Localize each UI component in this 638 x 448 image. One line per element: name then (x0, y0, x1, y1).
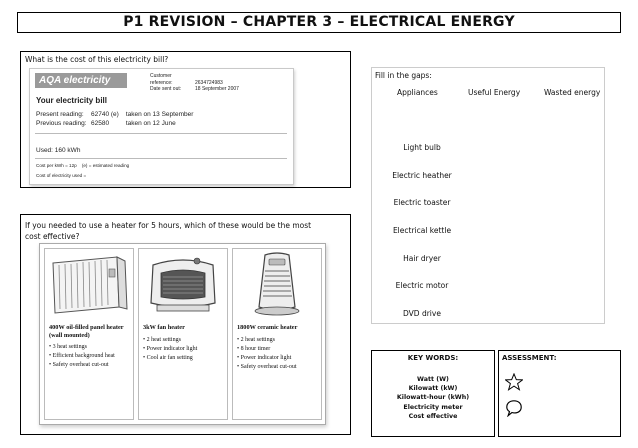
previous-reading-label: Previous reading: (36, 120, 87, 127)
bill-logo: AQA electricity (35, 73, 127, 88)
heater-feature: • Efficient background heat (49, 353, 115, 360)
cost-used: Cost of electricity used = (36, 173, 87, 178)
fill-gaps-box (371, 67, 605, 324)
heater-name: 1800W ceramic heater (237, 324, 298, 331)
heater-question-box (20, 214, 351, 435)
star-icon (505, 373, 523, 391)
heater-name: 3kW fan heater (143, 324, 185, 331)
header-wasted-energy: Wasted energy (544, 88, 601, 97)
estimated-note: (e) = estimated reading (81, 163, 130, 168)
heater-card-ceramic (232, 248, 322, 420)
key-word: Kilowatt-hour (kWh) (396, 394, 470, 402)
bill-divider (35, 158, 287, 159)
heater-feature: • 8 hour timer (237, 346, 270, 353)
appliance-item: Hair dryer (403, 254, 441, 263)
electricity-bill-image (29, 68, 294, 185)
page-title: P1 REVISION – CHAPTER 3 – ELECTRICAL ENERGY (17, 12, 621, 33)
heater-name: 400W oil-filled panel heater (wall mounted) (49, 324, 124, 339)
assessment-title: ASSESSMENT: (502, 354, 557, 362)
appliance-item: Electric heather (392, 171, 452, 180)
present-reading-date: taken on 13 September (125, 111, 194, 118)
previous-reading-value: 62580 (91, 120, 110, 127)
fan-heater-image (141, 251, 225, 319)
heater-feature: • 2 heat settings (143, 337, 181, 344)
appliance-item: Light bulb (403, 143, 441, 152)
date-sent-value: 18 September 2007 (195, 86, 239, 92)
speech-bubble-icon (505, 399, 523, 417)
heater-feature: • 2 heat settings (237, 337, 275, 344)
bill-question: What is the cost of this electricity bill? (25, 55, 169, 64)
appliance-item: Electric toaster (393, 198, 451, 207)
heater-card-fan (138, 248, 228, 420)
bill-meta (150, 73, 239, 93)
key-words-list (372, 375, 494, 421)
heater-feature: • 3 heat settings (49, 344, 87, 351)
heater-card-panel (44, 248, 134, 420)
heater-feature: • Power indicator light (143, 346, 197, 353)
key-word: Watt (W) (417, 376, 449, 383)
ceramic-heater-image (235, 251, 319, 319)
bill-heading: Your electricity bill (36, 96, 107, 105)
appliance-item: DVD drive (403, 309, 441, 318)
heater-feature: • Safety overheat cut-out (49, 362, 109, 369)
key-word: Electricity meter (403, 403, 463, 411)
key-word: Kilowatt (kW) (408, 385, 458, 393)
key-words-box (371, 350, 495, 437)
bill-divider (35, 133, 287, 134)
key-word: Cost effective (408, 412, 458, 420)
date-sent-label: Date sent out: (150, 86, 182, 92)
fill-gaps-lead: Fill in the gaps: (375, 71, 432, 80)
cost-per-kwh: Cost per kWh = 12p (36, 163, 77, 168)
present-reading-label: Present reading: (36, 111, 84, 118)
header-appliances: Appliances (397, 88, 438, 97)
heater-question: If you needed to use a heater for 5 hours, which of these would be the most cost effective? (25, 221, 312, 241)
previous-reading-date: taken on 12 June (125, 120, 176, 127)
appliance-item: Electric motor (395, 281, 449, 290)
heater-feature: • Safety overheat cut-out (237, 364, 297, 371)
heater-panel (39, 243, 326, 425)
heater-feature: • Power indicator light (237, 355, 291, 362)
assessment-box (498, 350, 621, 437)
present-reading-row (36, 111, 193, 119)
header-useful-energy: Useful Energy (468, 88, 521, 97)
present-reading-value: 62740 (e) (91, 111, 119, 118)
bill-question-box (20, 51, 351, 188)
customer-ref-label: Customer reference: (150, 73, 173, 86)
panel-heater-image (47, 251, 131, 319)
heater-feature: • Cool air fan setting (143, 355, 193, 362)
used-kwh: Used: 160 kWh (36, 147, 81, 154)
appliance-item: Electrical kettle (392, 226, 452, 235)
cost-per-kwh-row (36, 163, 129, 168)
previous-reading-row (36, 120, 176, 128)
key-words-title: KEY WORDS: (407, 354, 459, 362)
customer-ref-value: 2634724983 (195, 79, 223, 86)
